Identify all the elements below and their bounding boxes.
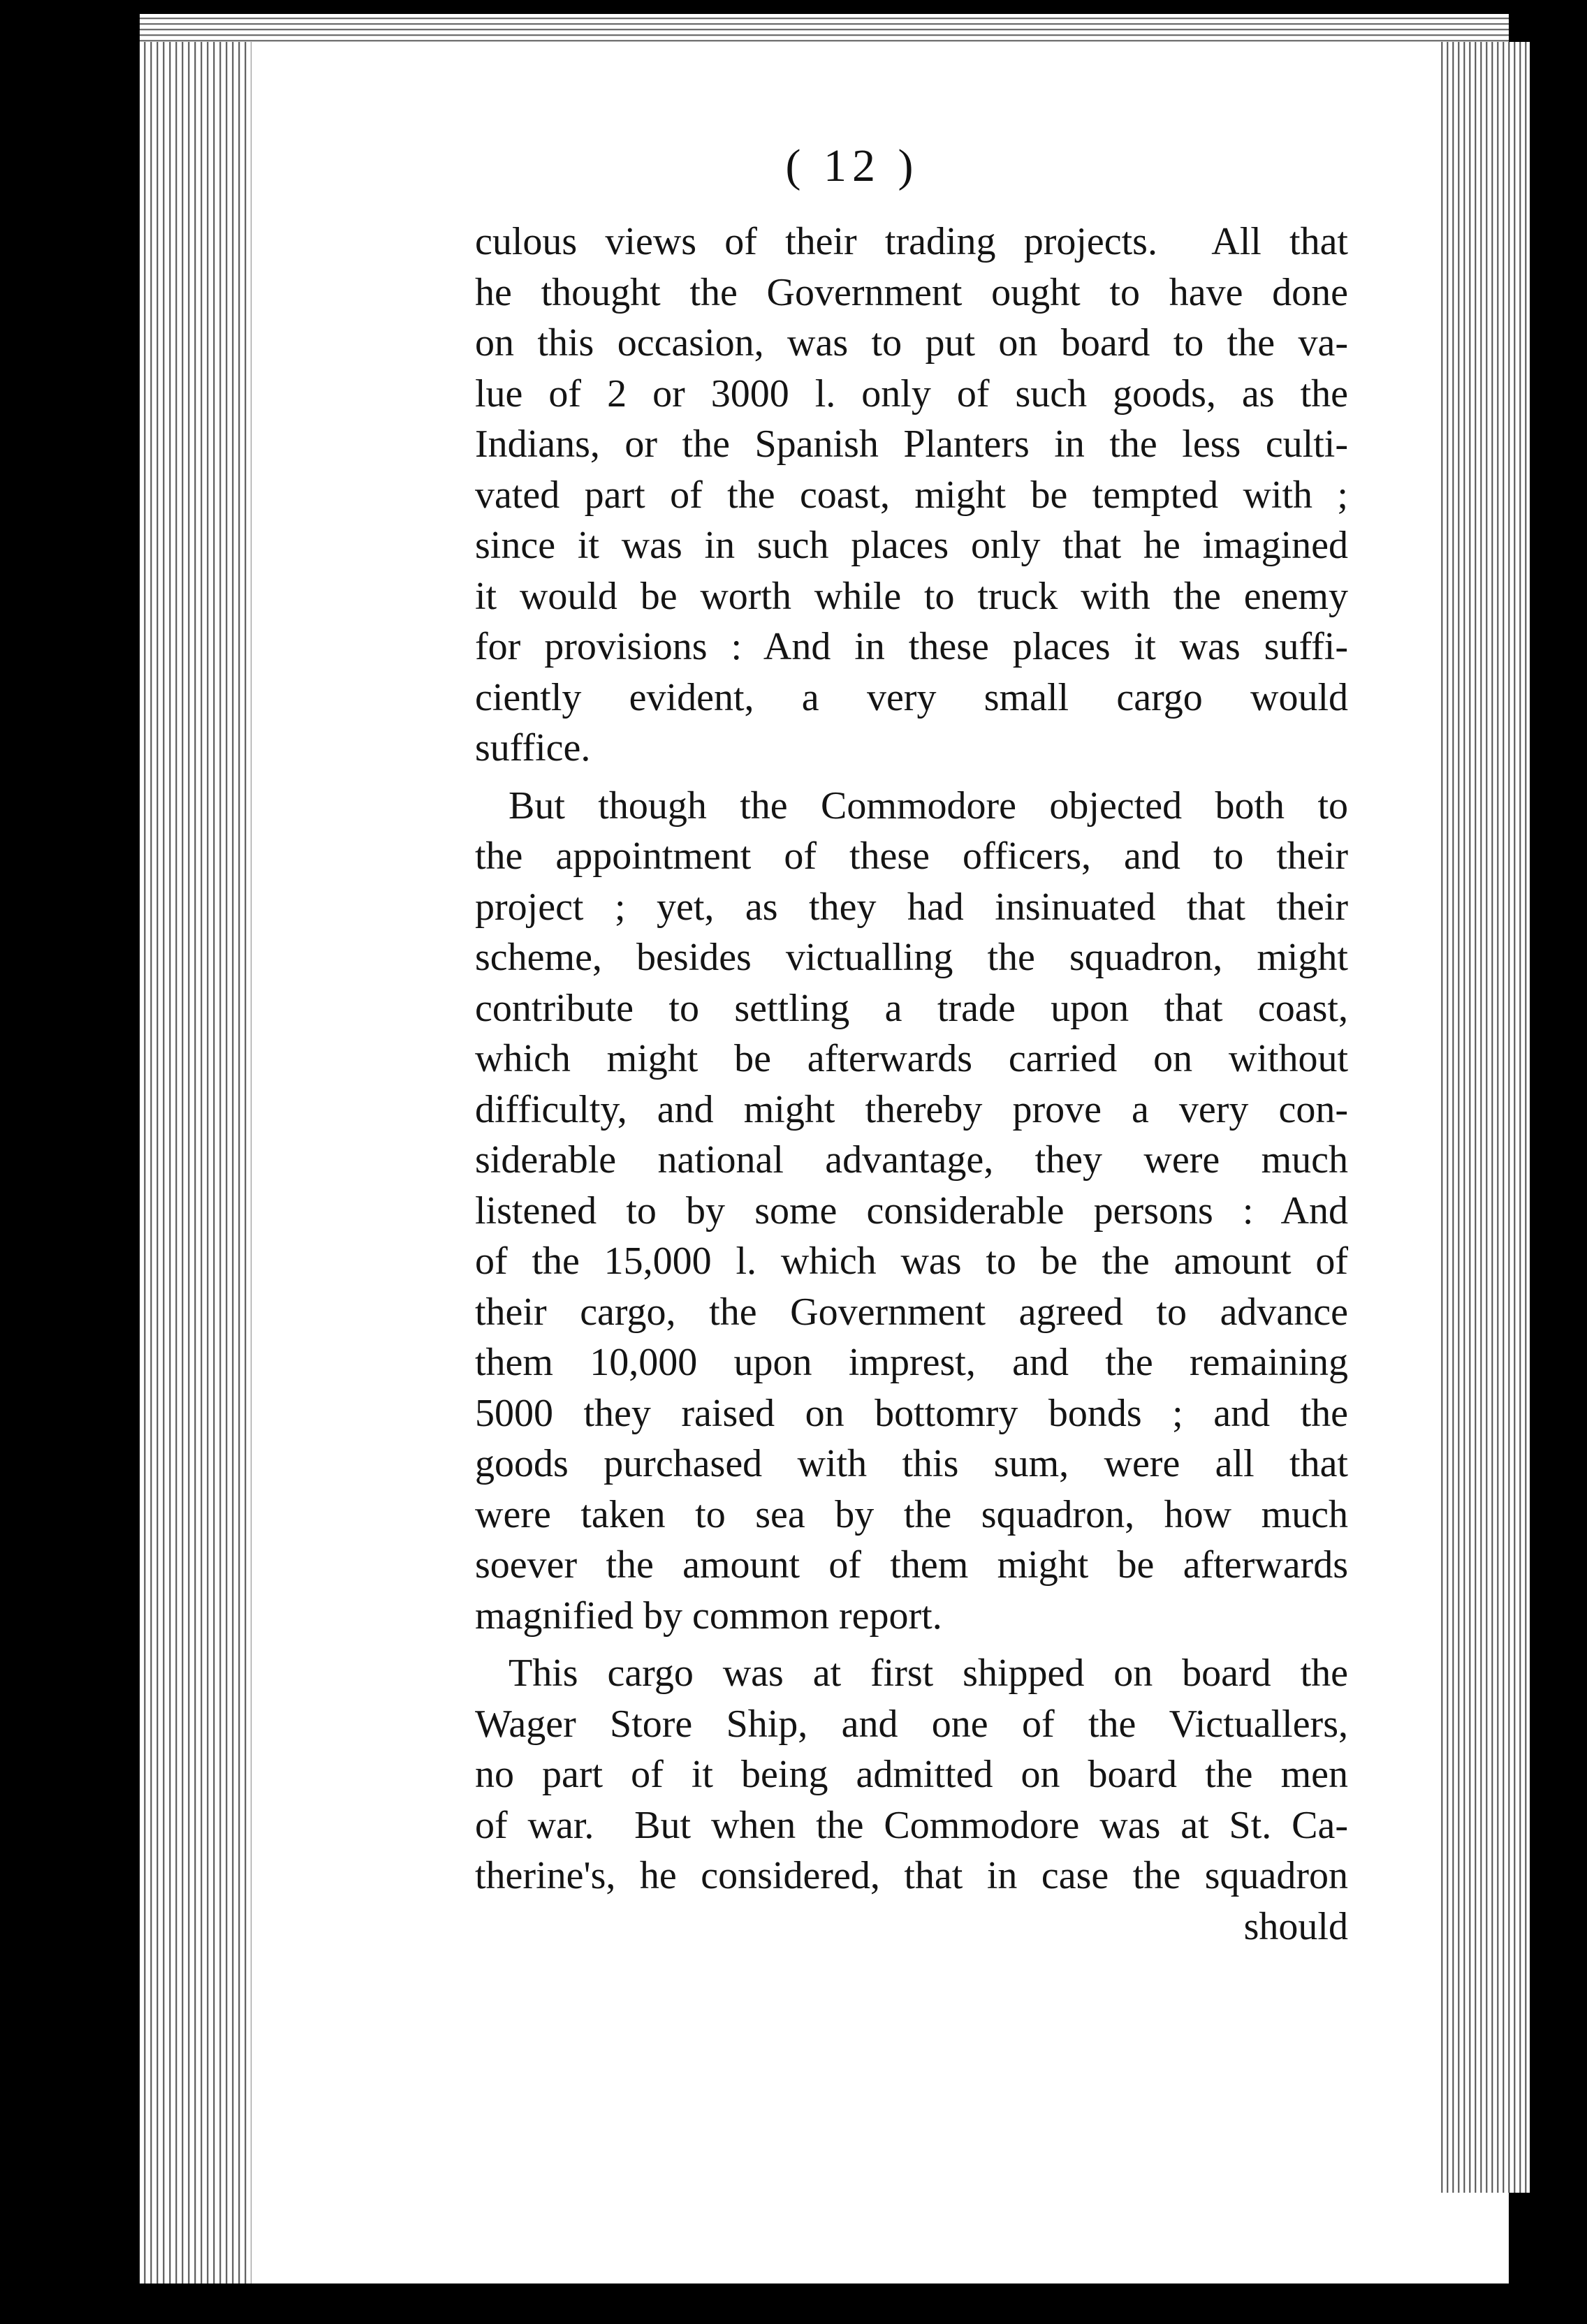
text-line: it would be worth while to truck with the enemy [475,574,1348,618]
text-line: difficulty, and might thereby prove a very con- [475,1087,1348,1131]
text-line: them 10,000 upon imprest, and the remaining [475,1341,1348,1384]
text-line: scheme, besides victualling the squadron, might [475,936,1348,979]
page-edges-top [140,14,1509,42]
paragraph-3 [475,1648,1348,1902]
text-line: he thought the Government ought to have done [475,270,1348,314]
text-line: project ; yet, as they had insinuated that their [475,885,1348,929]
text-line: But though the Commodore objected both to [509,784,1348,828]
catchword: should [1243,1904,1348,1948]
page-edges-left [140,14,251,2283]
text-line: Indians, or the Spanish Planters in the less culti- [475,422,1348,466]
text-line: Wager Store Ship, and one of the Victuallers, [475,1702,1348,1746]
text-line: therine's, he considered, that in case the squadron [475,1854,1348,1897]
paragraph-2 [475,781,1348,1642]
body-text [475,216,1348,1952]
text-line: were taken to sea by the squadron, how much [475,1492,1348,1536]
text-line: goods purchased with this sum, were all that [475,1442,1348,1485]
text-line: culous views of their trading projects. All that [475,220,1348,263]
book-page [265,42,1439,2283]
text-line: siderable national advantage, they were much [475,1138,1348,1182]
text-line: magnified by common report. [475,1594,942,1638]
facing-page-edge [1432,42,1530,2193]
text-line: on this occasion, was to put on board to the va- [475,321,1348,365]
text-line: soever the amount of them might be afterwards [475,1543,1348,1587]
text-line: vated part of the coast, might be tempted with ; [475,473,1348,517]
text-line: since it was in such places only that he imagined [475,524,1348,567]
text-line: contribute to settling a trade upon that coast, [475,986,1348,1030]
page-number: ( 12 ) [785,140,919,191]
text-line: of the 15,000 l. which was to be the amount of [475,1240,1348,1283]
text-line: suffice. [475,726,591,770]
text-line: ciently evident, a very small cargo would [475,675,1348,719]
paragraph-1 [475,216,1348,774]
text-line: lue of 2 or 3000 l. only of such goods, as the [475,372,1348,415]
text-line: for provisions : And in these places it was suffi- [475,625,1348,668]
text-line: listened to by some considerable persons : And [475,1189,1348,1233]
text-line: which might be afterwards carried on without [475,1037,1348,1080]
text-line: of war. But when the Commodore was at St. Ca- [475,1803,1348,1847]
text-line: 5000 they raised on bottomry bonds ; and the [475,1391,1348,1435]
text-line: the appointment of these officers, and to their [475,834,1348,878]
text-line: no part of it being admitted on board the men [475,1753,1348,1796]
text-line: their cargo, the Government agreed to advance [475,1290,1348,1334]
text-line: This cargo was at first shipped on board the [509,1652,1348,1695]
